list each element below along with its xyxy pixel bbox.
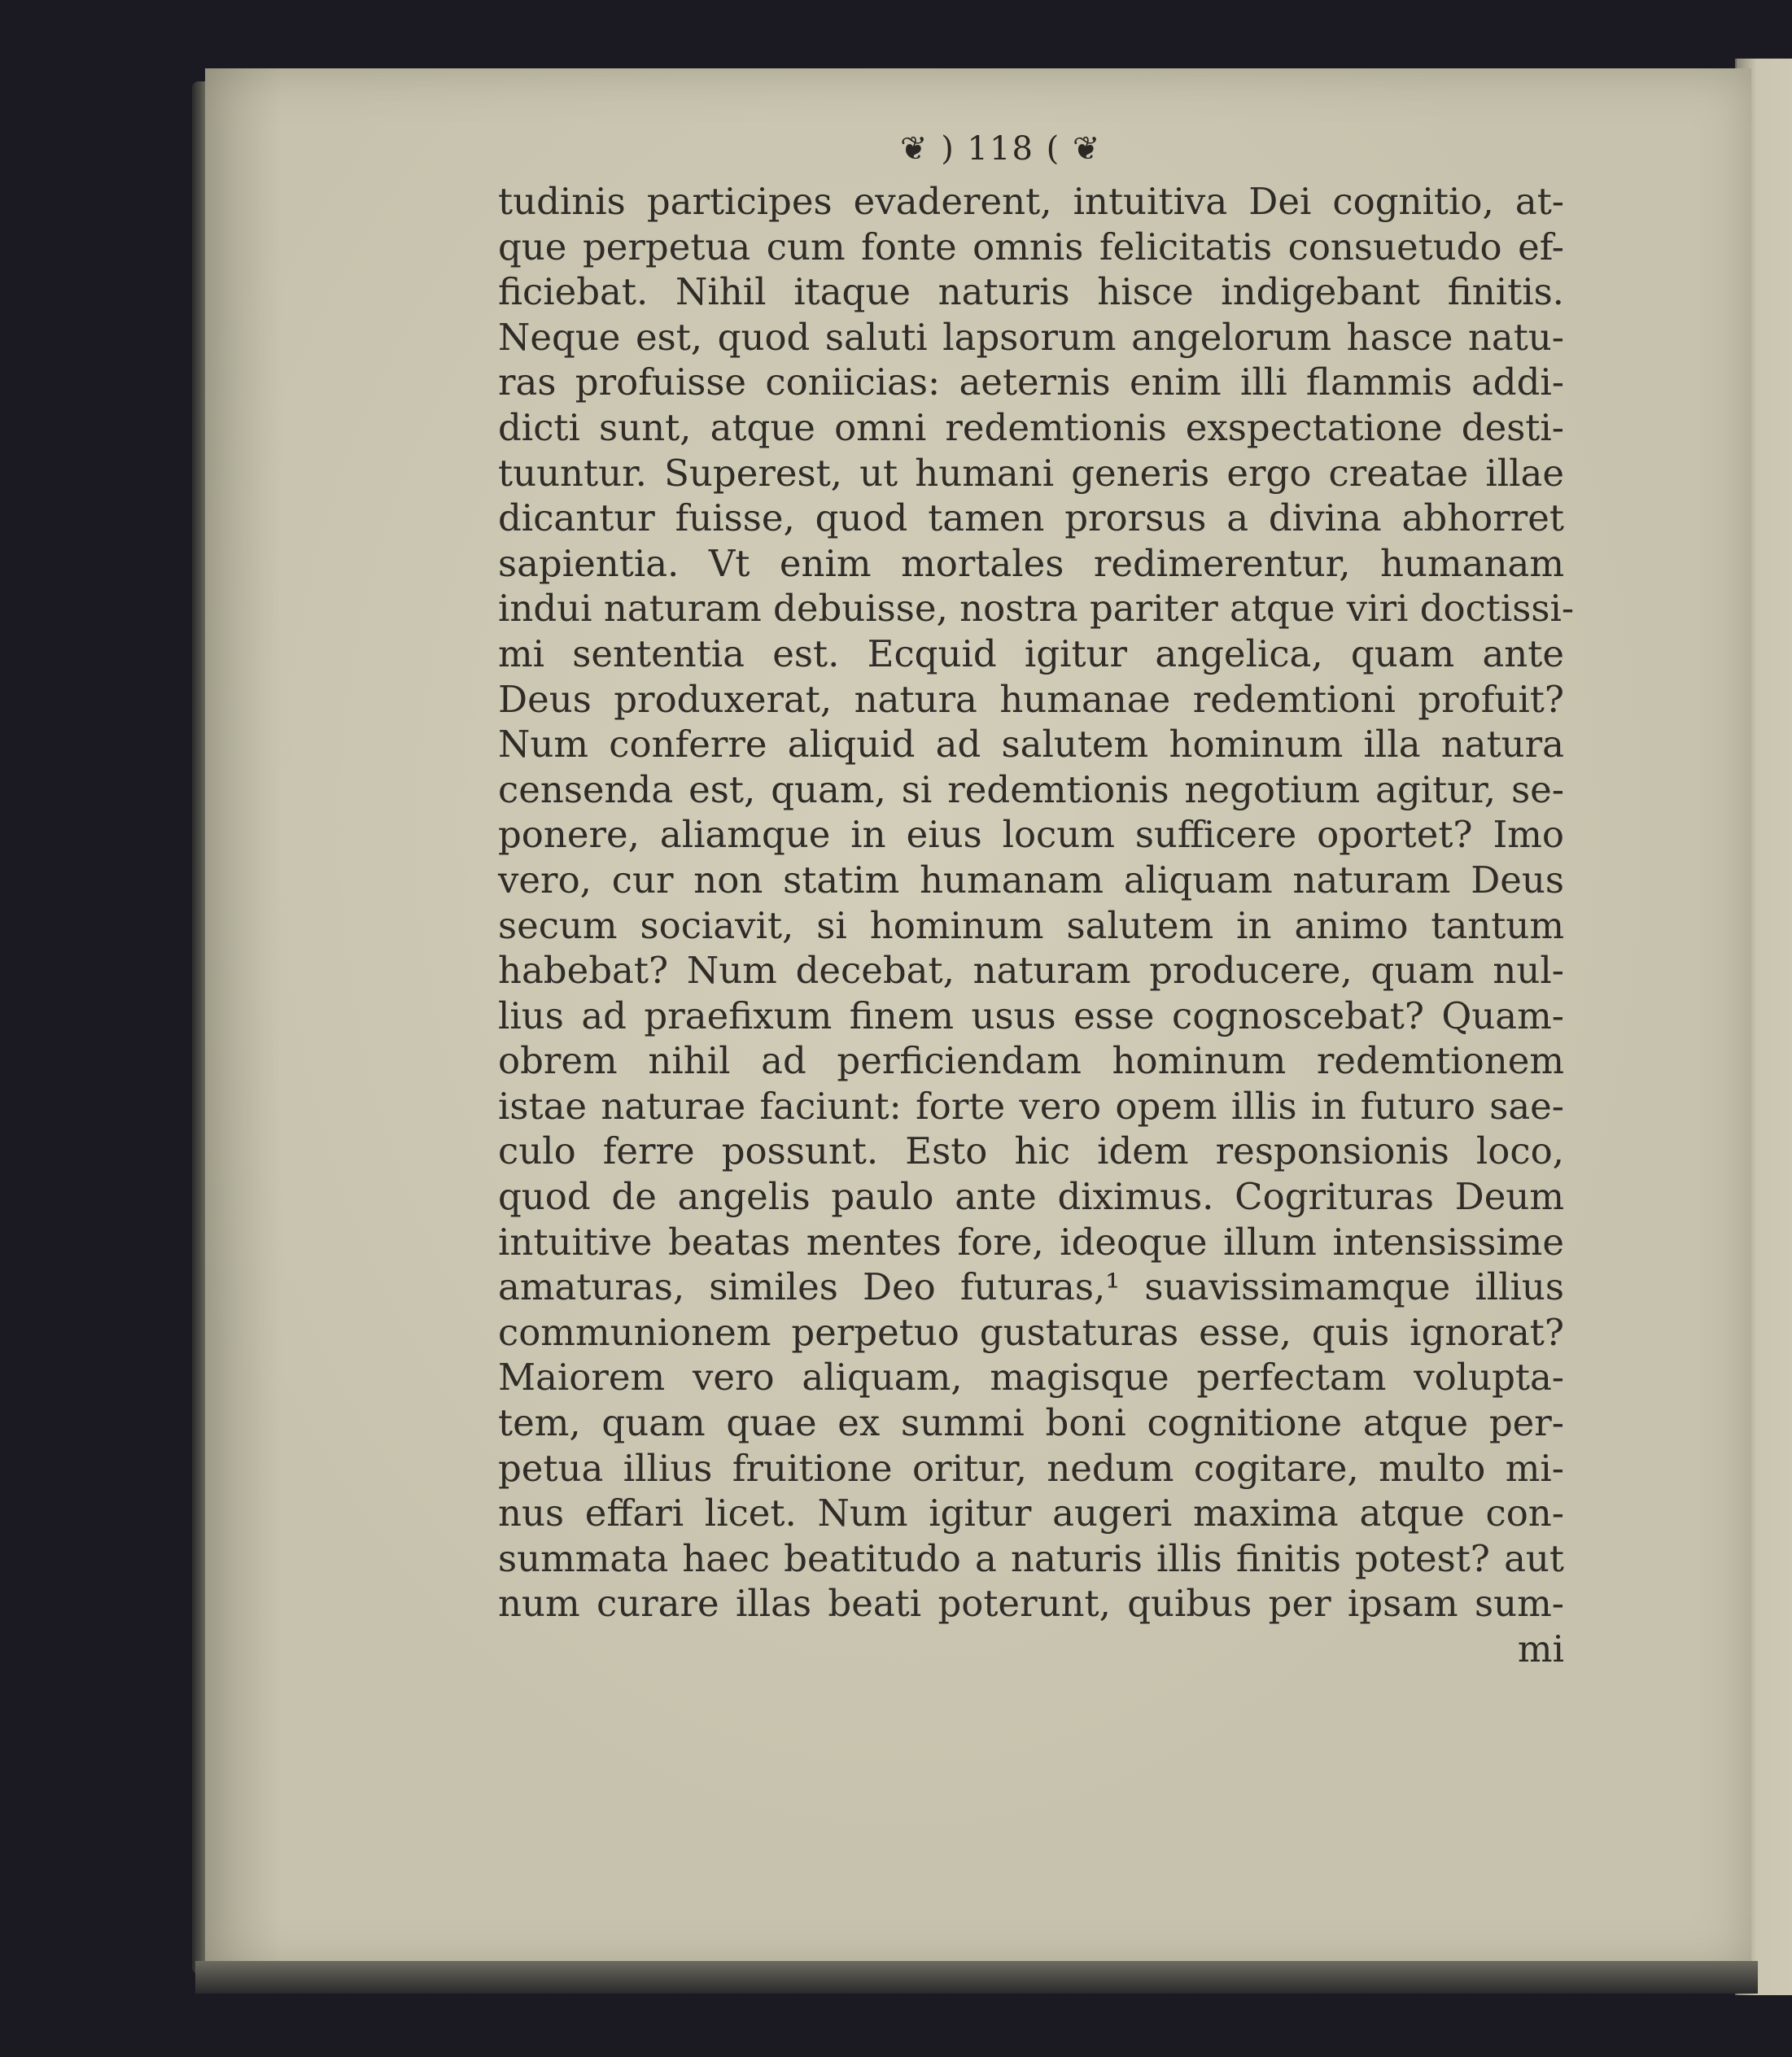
text-line: indui naturam debuisse, nostra pariter atque viri doctissi- xyxy=(498,587,1575,631)
text-line: tuuntur. Superest, ut humani generis ergo creatae illae xyxy=(498,451,1564,495)
text-line: ras profuisse coniicias: aeternis enim illi flammis addi- xyxy=(498,360,1564,404)
text-line: que perpetua cum fonte omnis felicitatis consuetudo ef- xyxy=(498,225,1564,269)
text-line: Deus produxerat, natura humanae redemtioni profuit? xyxy=(498,677,1564,721)
text-line: dicantur fuisse, quod tamen prorsus a divina abhorret xyxy=(498,496,1564,540)
text-line: ponere, aliamque in eius locum sufficere oportet? Imo xyxy=(498,813,1564,857)
text-line: petua illius fruitione oritur, nedum cogitare, multo mi- xyxy=(498,1446,1564,1490)
text-line: quod de angelis paulo ante diximus. Cogrituras Deum xyxy=(498,1175,1564,1219)
text-line: intuitive beatas mentes fore, ideoque illum intensissime xyxy=(498,1220,1564,1264)
text-line: Maiorem vero aliquam, magisque perfectam volupta- xyxy=(498,1356,1564,1400)
text-line: communionem perpetuo gustaturas esse, quis ignorat? xyxy=(498,1310,1564,1354)
page-text xyxy=(498,179,1575,1672)
text-line: sapientia. Vt enim mortales redimerentur, humanam xyxy=(498,541,1564,585)
text-line: nus effari licet. Num igitur augeri maxima atque con- xyxy=(498,1491,1564,1535)
page-header: ❦ ) 118 ( ❦ xyxy=(900,130,1102,168)
text-line: summata haec beatitudo a naturis illis finitis potest? aut xyxy=(498,1536,1564,1580)
text-line: istae naturae faciunt: forte vero opem illis in futuro sae- xyxy=(498,1084,1564,1128)
text-line: mi sententia est. Ecquid igitur angelica, quam ante xyxy=(498,631,1564,675)
text-line: vero, cur non statim humanam aliquam naturam Deus xyxy=(498,858,1564,902)
text-line: culo ferre possunt. Esto hic idem responsionis loco, xyxy=(498,1129,1564,1173)
catchword: mi xyxy=(1517,1627,1564,1670)
text-line: secum sociavit, si hominum salutem in animo tantum xyxy=(498,903,1564,947)
text-line: ficiebat. Nihil itaque naturis hisce indigebant finitis. xyxy=(498,270,1564,314)
text-line: amaturas, similes Deo futuras,¹ suavissimamque illius xyxy=(498,1265,1564,1309)
text-line: tudinis participes evaderent, intuitiva Dei cognitio, at- xyxy=(498,180,1564,223)
text-line: dicti sunt, atque omni redemtionis exspectatione desti- xyxy=(498,405,1564,449)
text-line: Num conferre aliquid ad salutem hominum illa natura xyxy=(498,723,1564,766)
text-line: habebat? Num decebat, naturam producere, quam nul- xyxy=(498,949,1564,993)
text-line: lius ad praefixum finem usus esse cognoscebat? Quam- xyxy=(498,994,1564,1037)
text-line: Neque est, quod saluti lapsorum angelorum hasce natu- xyxy=(498,315,1564,359)
text-line: num curare illas beati poterunt, quibus per ipsam sum- xyxy=(498,1582,1564,1626)
page-bottom-edge xyxy=(195,1961,1758,1994)
text-line: obrem nihil ad perficiendam hominum redemtionem xyxy=(498,1039,1564,1083)
text-line: censenda est, quam, si redemtionis negotium agitur, se- xyxy=(498,767,1564,811)
text-line: tem, quam quae ex summi boni cognitione atque per- xyxy=(498,1401,1564,1445)
